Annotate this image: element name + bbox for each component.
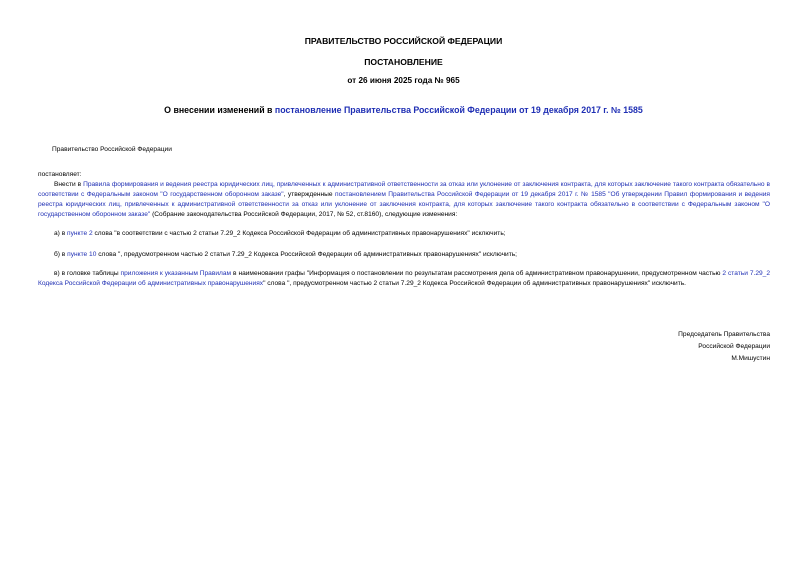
pv-text-2: в наименовании графы "Информация о постановлении по результатам рассмотрения дела об административном правонарушении, предусмотренном частью [231,270,723,277]
paragraph-b [54,250,517,260]
pb-text-1: б) в [54,251,68,258]
pb-text-2: слова ", предусмотренном частью 2 статьи 7.29_2 Кодекса Российской Федерации об административных правонарушениях" исключить; [96,251,517,258]
p1-text-3: (Собрание законодательства Российской Федерации, 2017, № 52, ст.8160), следующие изменения: [150,211,458,218]
government-header: ПРАВИТЕЛЬСТВО РОССИЙСКОЙ ФЕДЕРАЦИИ [304,36,503,46]
pa-text-1: а) в [54,230,68,237]
decree-word: постановляет: [38,171,82,178]
link-article-7-29-2[interactable]: 2 статьи 7.29_2 Кодекса Российской Федерации об административных правонарушениях [38,270,771,287]
p1-text-1: Внести в [54,181,84,188]
title-prefix: О внесении изменений в [164,105,275,115]
pv-text-1: в) в головке таблицы [54,270,121,277]
paragraph-v [38,269,770,289]
paragraph-main [38,180,770,220]
issuer-line: Правительство Российской Федерации [52,146,172,153]
pa-text-2: слова "в соответствии с частью 2 статьи 7.29_2 Кодекса Российской Федерации об административных правонарушениях" исключить; [92,230,506,237]
pv-text-3: " слова ", предусмотренном частью 2 статьи 7.29_2 Кодекса Российской Федерации об административных правонарушениях" исключить. [263,280,687,287]
link-point-2[interactable]: пункте 2 [67,230,93,237]
document-date: от 26 июня 2025 года № 965 [347,76,460,85]
document-title [0,105,807,115]
title-link-decree-1585[interactable]: постановление Правительства Российской Федерации от 19 декабря 2017 г. № 1585 [274,105,643,115]
document-type: ПОСТАНОВЛЕНИЕ [364,57,443,67]
signature-line-2: Российской Федерации [698,343,770,350]
link-point-10[interactable]: пункте 10 [67,251,97,258]
paragraph-a [54,229,506,239]
link-decree[interactable]: постановлением Правительства Российской Федерации от 19 декабря 2017 г. № 1585 "Об утверждении Правил формирования и ведения реестра юридических лиц, привлеченных к административной ответственности за отказ или уклонение от заключения контракта, для которых заключение такого контракта обязательно в соответствии с Федеральным законом "О государственном оборонном заказе" [38,191,770,218]
signature-name: М.Мишустин [731,355,770,362]
link-appendix[interactable]: приложения к указанным Правилам [120,270,232,277]
p1-text-2: , утвержденные [283,191,335,198]
signature-line-1: Председатель Правительства [678,331,770,338]
signature-block [678,329,770,365]
link-rules[interactable]: Правила формирования и ведения реестра юридических лиц, привлеченных к административной ответственности за отказ или уклонение от заключения контракта, для которых заключение такого контракта обязательно в соответствии с Федеральным законом "О государственном оборонном заказе" [38,181,770,198]
